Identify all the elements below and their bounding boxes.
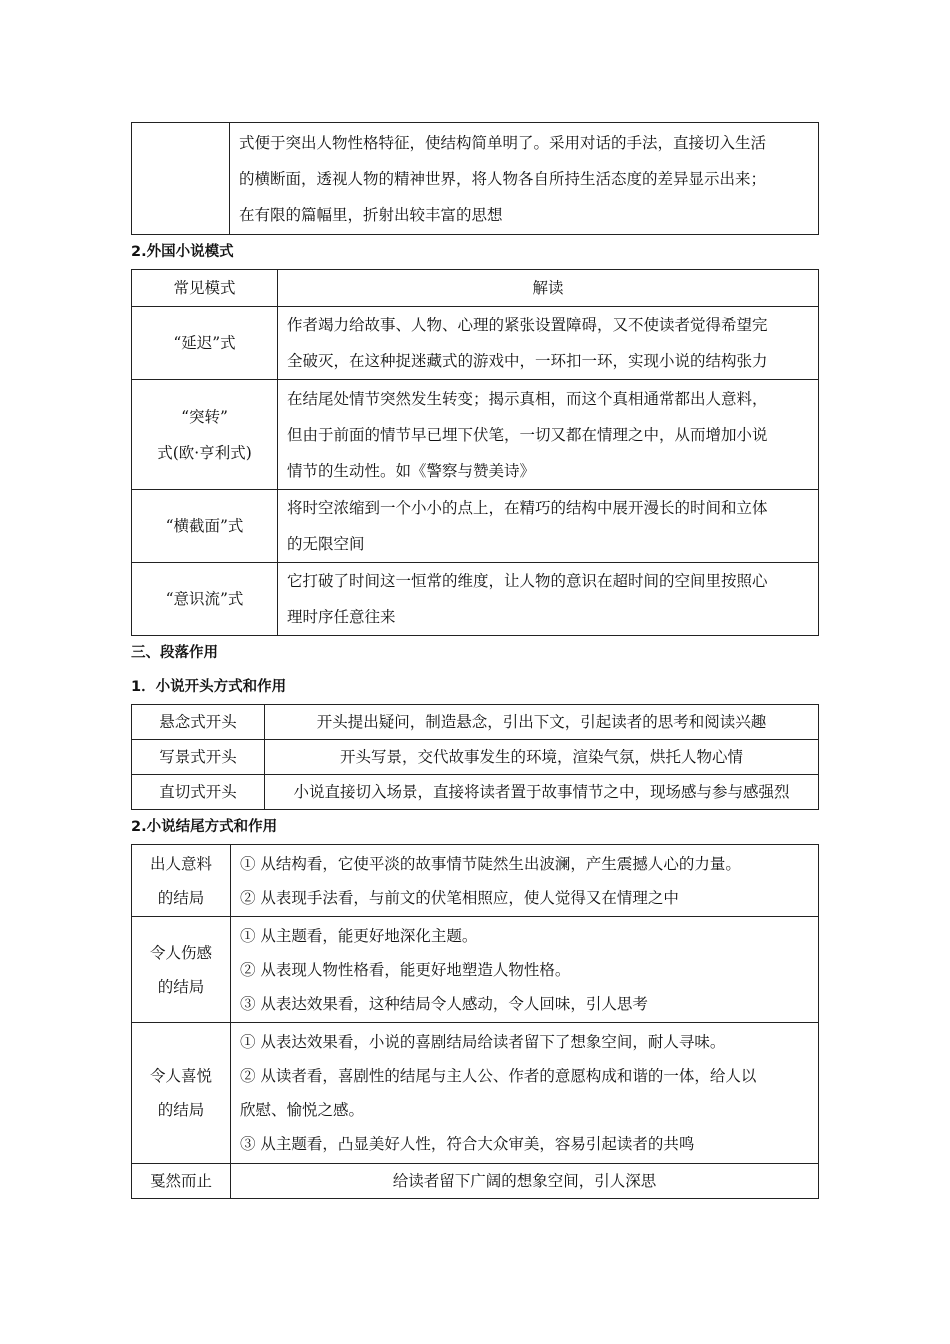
column-header: 常见模式 xyxy=(132,270,278,307)
empty-cell xyxy=(132,123,230,235)
text-line: 欣慰、愉悦之感。 xyxy=(240,1101,365,1119)
table-row xyxy=(132,563,819,636)
table-row xyxy=(132,917,819,1023)
text-line: ① 从主题看，能更好地深化主题。 xyxy=(240,926,478,945)
text-line: ② 从读者看，喜剧性的结尾与主人公、作者的意愿构成和谐的一体，给人以 xyxy=(240,1067,757,1085)
text-line: ① 从表达效果看，小说的喜剧结局给读者留下了想象空间，耐人寻味。 xyxy=(240,1033,726,1051)
text-line: ① 从结构看，它使平淡的故事情节陡然生出波澜，产生震撼人心的力量。 xyxy=(240,854,741,873)
reading-cell xyxy=(230,123,819,235)
column-header: 解读 xyxy=(278,270,819,307)
section-heading-opening: 1．小说开头方式和作用 xyxy=(131,679,287,695)
opening-name: 悬念式开头 xyxy=(132,705,265,740)
text-line: 它打破了时间这一恒常的维度，让人物的意识在超时间的空间里按照心 xyxy=(287,572,768,590)
reading-cell xyxy=(278,563,819,636)
opening-name: 直切式开头 xyxy=(132,775,265,810)
opening-desc: 开头写景，交代故事发生的环境，渲染气氛，烘托人物心情 xyxy=(265,740,819,775)
ending-name xyxy=(132,845,231,917)
table-row xyxy=(132,307,819,380)
opening-table xyxy=(131,704,819,810)
name-line: 令人伤感 xyxy=(149,943,212,962)
text-line: 情节的生动性。如《警察与赞美诗》 xyxy=(287,461,536,480)
mode-cell: “横截面”式 xyxy=(132,490,278,563)
ending-desc xyxy=(231,1023,819,1164)
text-line: 理时序任意往来 xyxy=(287,608,396,626)
table-row xyxy=(132,1164,819,1199)
name-line: 的结局 xyxy=(157,1101,205,1119)
table-row xyxy=(132,380,819,490)
text-line: ② 从表现手法看，与前文的伏笔相照应，使人觉得又在情理之中 xyxy=(240,888,679,907)
text-line: ③ 从表达效果看，这种结局令人感动，令人回味，引人思考 xyxy=(240,994,648,1013)
table-row xyxy=(132,845,819,917)
reading-cell xyxy=(278,380,819,490)
reading-cell xyxy=(278,307,819,380)
foreign-modes-table xyxy=(131,269,819,636)
table-row xyxy=(132,775,819,810)
name-line: 的结局 xyxy=(157,888,205,907)
text-line: 的横断面，透视人物的精神世界，将人物各自所持生活态度的差异显示出来； xyxy=(239,169,767,188)
ending-name: 戛然而止 xyxy=(132,1164,231,1199)
text-line: 式便于突出人物性格特征，使结构简单明了。采用对话的手法，直接切入生活 xyxy=(239,133,767,152)
table-row xyxy=(132,490,819,563)
ending-desc xyxy=(231,917,819,1023)
opening-desc: 开头提出疑问，制造悬念，引出下文，引起读者的思考和阅读兴趣 xyxy=(265,705,819,740)
text-line: 的无限空间 xyxy=(287,535,365,553)
name-line: 令人喜悦 xyxy=(149,1067,212,1085)
name-line: 出人意料 xyxy=(149,854,212,873)
text-line: 在结尾处情节突然发生转变；揭示真相，而这个真相通常都出人意料， xyxy=(287,389,768,408)
document-page xyxy=(131,122,819,1199)
ending-desc: 给读者留下广阔的想象空间，引人深思 xyxy=(231,1164,819,1199)
table-header-row xyxy=(132,270,819,307)
continuation-table xyxy=(131,122,819,235)
opening-name: 写景式开头 xyxy=(132,740,265,775)
mode-cell: “延迟”式 xyxy=(132,307,278,380)
opening-desc: 小说直接切入场景，直接将读者置于故事情节之中，现场感与参与感强烈 xyxy=(265,775,819,810)
table-row xyxy=(132,705,819,740)
section-heading-foreign: 2.外国小说模式 xyxy=(131,244,234,260)
text-line: 全破灭，在这种捉迷藏式的游戏中，一环扣一环，实现小说的结构张力 xyxy=(287,352,768,370)
table-row xyxy=(132,1023,819,1164)
ending-desc xyxy=(231,845,819,917)
text-line: 将时空浓缩到一个小小的点上，在精巧的结构中展开漫长的时间和立体 xyxy=(287,499,768,517)
text-line: 作者竭力给故事、人物、心理的紧张设置障碍，又不使读者觉得希望完 xyxy=(287,316,768,334)
text-line: ② 从表现人物性格看，能更好地塑造人物性格。 xyxy=(240,960,571,979)
mode-cell: “意识流”式 xyxy=(132,563,278,636)
mode-line: 式(欧·亨利式) xyxy=(157,443,252,462)
text-line: ③ 从主题看，凸显美好人性，符合大众审美，容易引起读者的共鸣 xyxy=(240,1135,695,1153)
text-line: 但由于前面的情节早已埋下伏笔，一切又都在情理之中，从而增加小说 xyxy=(287,425,768,444)
ending-table xyxy=(131,844,819,1199)
section-heading-paragraph-function: 三、段落作用 xyxy=(131,645,218,661)
ending-name xyxy=(132,1023,231,1164)
mode-cell xyxy=(132,380,278,490)
section-heading-ending: 2.小说结尾方式和作用 xyxy=(131,819,278,835)
mode-line: “突转” xyxy=(181,407,228,426)
table-row xyxy=(132,740,819,775)
ending-name xyxy=(132,917,231,1023)
table-row xyxy=(132,123,819,235)
reading-cell xyxy=(278,490,819,563)
text-line: 在有限的篇幅里，折射出较丰富的思想 xyxy=(239,205,503,224)
name-line: 的结局 xyxy=(157,977,205,996)
